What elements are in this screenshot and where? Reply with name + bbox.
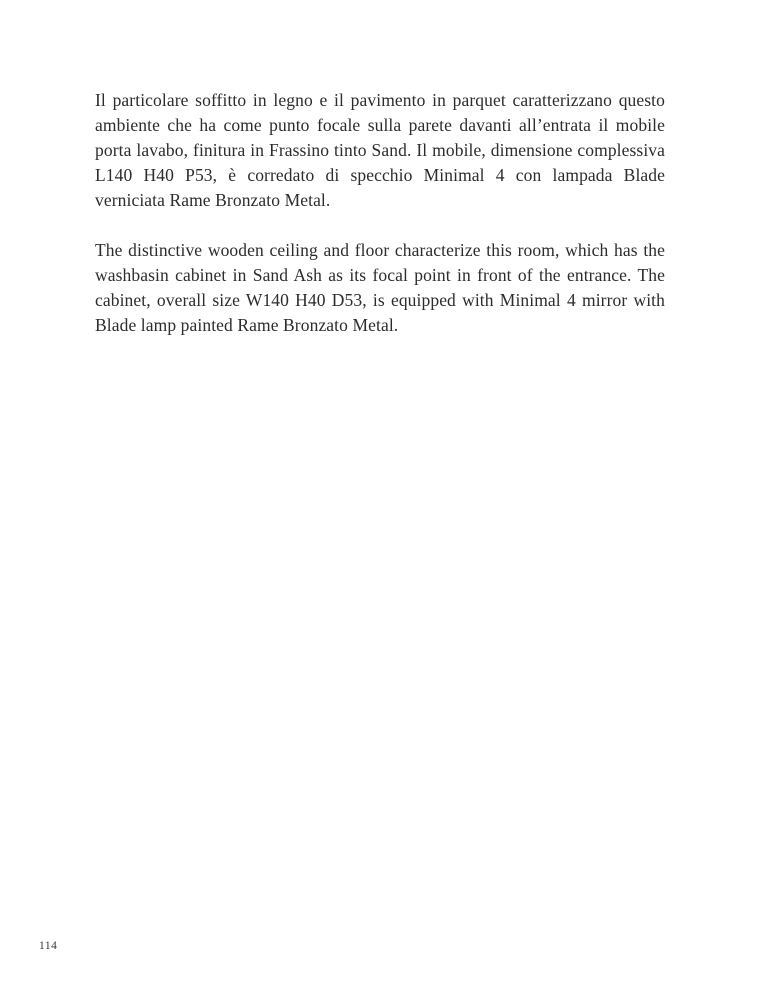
description-text-block xyxy=(95,88,665,363)
paragraph-english: The distinctive wooden ceiling and floor characterize this room, which has the washbasin cabinet in Sand Ash as its focal point in front of the entrance. The cabinet, overall size W140 H40 D53, is equipped with Minimal 4 mirror with Blade lamp painted Rame Bronzato Metal. xyxy=(95,240,665,335)
paragraph-italian: Il particolare soffitto in legno e il pavimento in parquet caratterizzano questo ambiente che ha come punto focale sulla parete davanti all’entrata il mobile porta lavabo, finitura in Frassino tinto Sand. Il mobile, dimensione complessiva L140 H40 P53, è corredato di specchio Minimal 4 con lampada Blade verniciata Rame Bronzato Metal. xyxy=(95,90,665,210)
page-number: 114 xyxy=(39,940,58,952)
